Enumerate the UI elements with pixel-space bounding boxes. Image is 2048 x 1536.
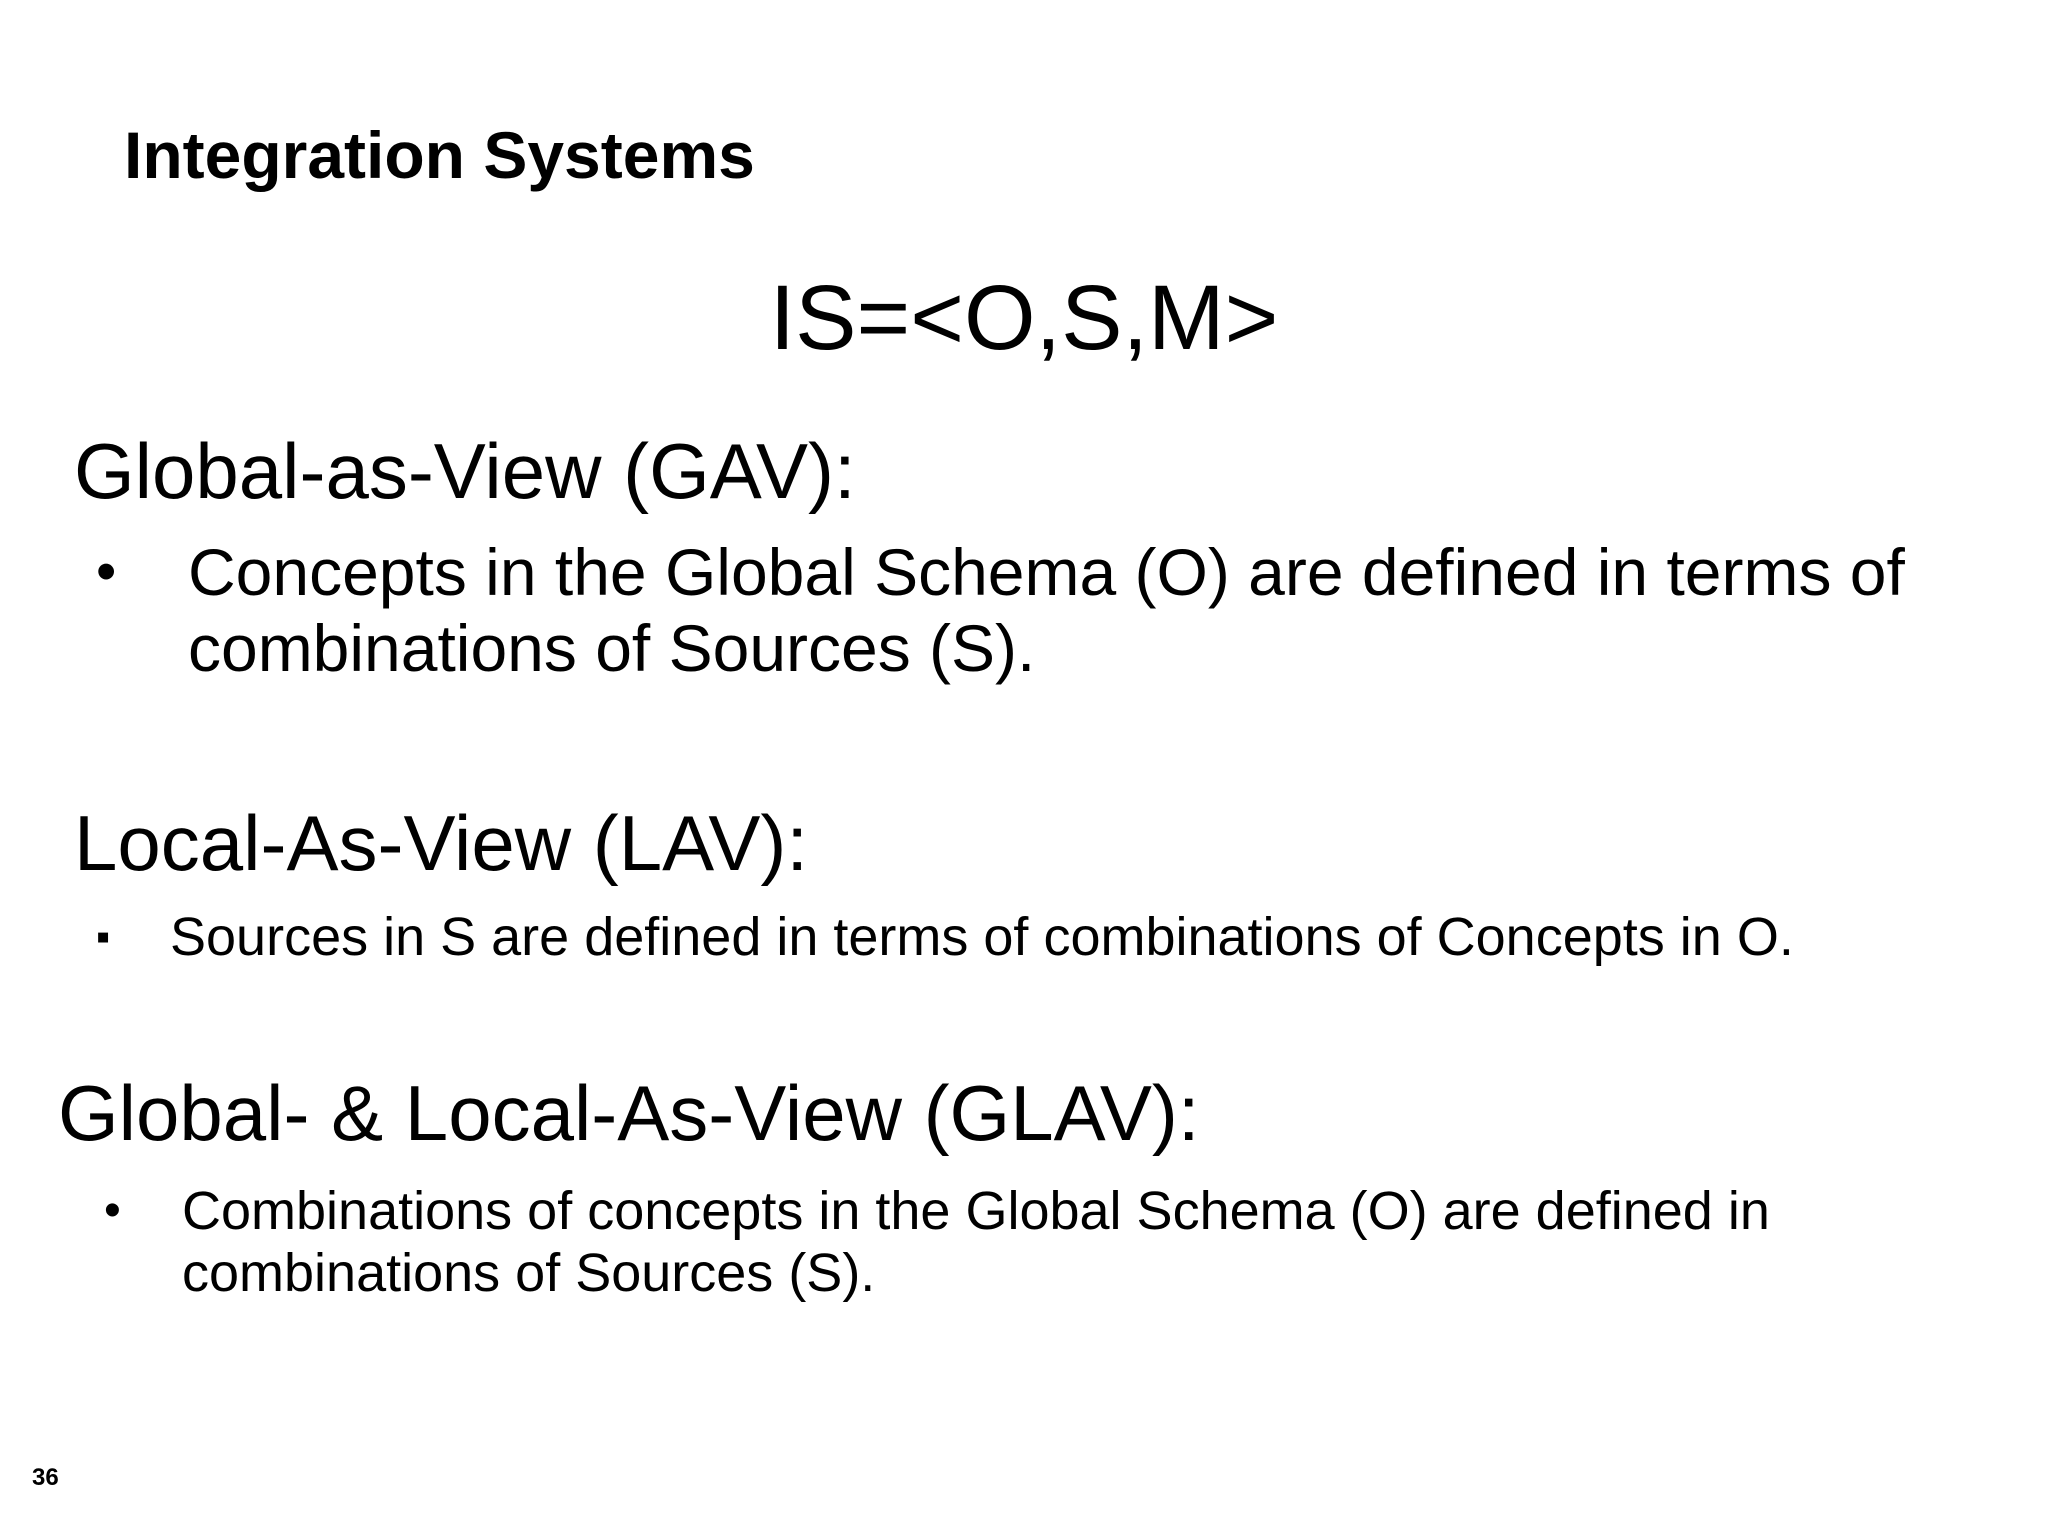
formula bbox=[0, 267, 2048, 369]
bullet-square-icon: ▪ bbox=[96, 915, 111, 959]
slide-title: Integration Systems bbox=[124, 118, 755, 192]
bullet-item-gav bbox=[96, 534, 1996, 686]
bullet-dot-icon: • bbox=[96, 539, 117, 604]
bullet-item-glav bbox=[104, 1180, 1944, 1304]
bullet-item-lav bbox=[96, 906, 1996, 968]
section-heading-glav: Global- & Local-As-View (GLAV): bbox=[58, 1069, 1200, 1157]
bullet-text-glav: Combinations of concepts in the Global Schema (O) are defined in combinations of Sources (S). bbox=[182, 1181, 1770, 1303]
bullet-text-lav: Sources in S are defined in terms of combinations of Concepts in O. bbox=[170, 907, 1794, 967]
page-number: 36 bbox=[32, 1464, 59, 1491]
bullet-text-gav: Concepts in the Global Schema (O) are defined in terms of combinations of Sources (S). bbox=[188, 535, 1905, 685]
bullet-dot-icon: • bbox=[104, 1184, 121, 1237]
section-heading-gav: Global-as-View (GAV): bbox=[74, 427, 856, 515]
formula-text: IS=<O,S,M> bbox=[769, 267, 1279, 369]
section-heading-lav: Local-As-View (LAV): bbox=[74, 799, 809, 887]
